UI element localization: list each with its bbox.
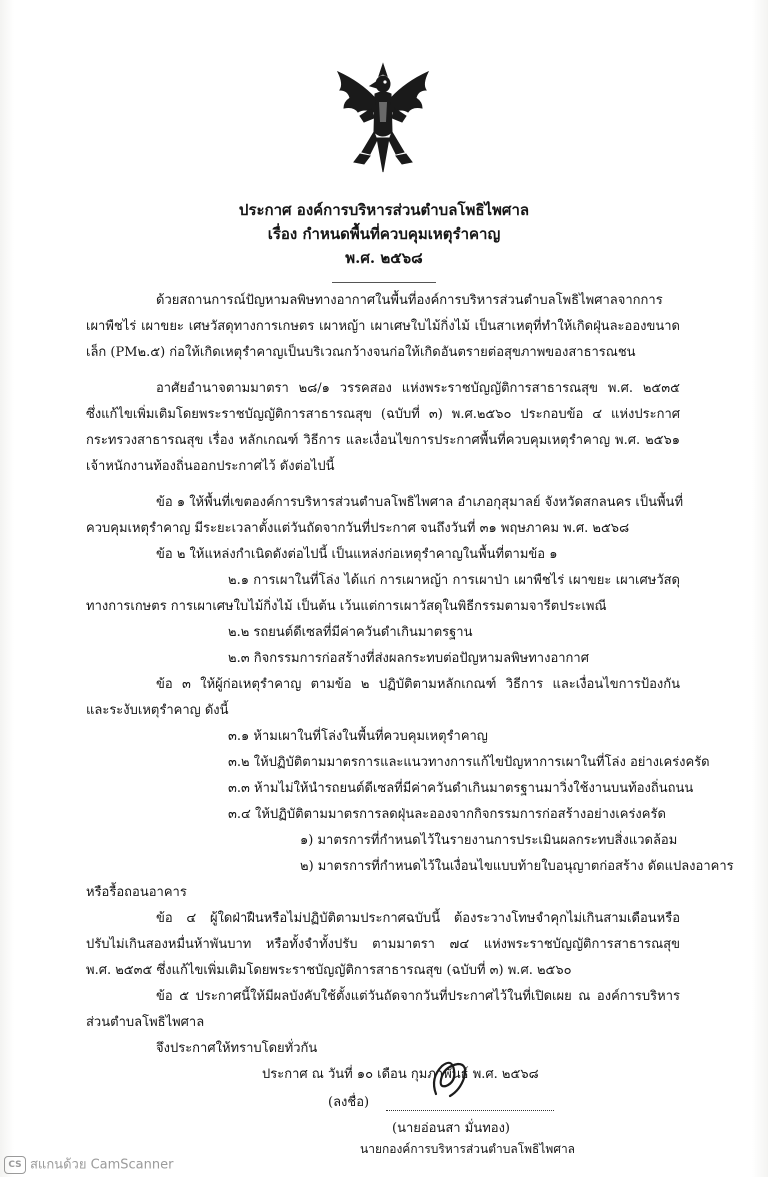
paragraph-2-line-3: กระทรวงสาธารณสุข เรื่อง หลักเกณฑ์ วิธีการ และเงื่อนไขการประกาศพื้นที่ควบคุมเหตุรำคาญ พ.ศ. ๒๕๖๑ bbox=[86, 433, 680, 448]
clause-4-line-3: พ.ศ. ๒๕๓๕ ซึ่งแก้ไขเพิ่มเติมโดยพระราชบัญญัติการสาธารณสุข (ฉบับที่ ๓) พ.ศ. ๒๕๖๐ bbox=[86, 963, 572, 978]
clause-2-2: ๒.๒ รถยนต์ดีเซลที่มีค่าควันดำเกินมาตรฐาน bbox=[228, 625, 473, 640]
announcement-year: พ.ศ. ๒๕๖๘ bbox=[345, 249, 423, 267]
clause-3-4: ๓.๔ ให้ปฏิบัติตามมาตรการลดฝุ่นละอองจากกิจกรรมการก่อสร้างอย่างเคร่งครัด bbox=[228, 807, 666, 822]
paragraph-2-line-2: ซึ่งแก้ไขเพิ่มเติมโดยพระราชบัญญัติการสาธารณสุข (ฉบับที่ ๓) พ.ศ.๒๕๖๐ ประกอบข้อ ๔ แห่งประกาศ bbox=[86, 407, 680, 422]
announcement-title: ประกาศ องค์การบริหารส่วนตำบลโพธิไพศาล bbox=[238, 201, 530, 219]
signer-position: นายกองค์การบริหารส่วนตำบลโพธิไพศาล bbox=[360, 1142, 576, 1156]
camscanner-text: สแกนด้วย CamScanner bbox=[30, 1157, 174, 1173]
clause-1-line-2: ควบคุมเหตุรำคาญ มีระยะเวลาตั้งแต่วันถัดจากวันที่ประกาศ จนถึงวันที่ ๓๑ พฤษภาคม พ.ศ. ๒๕๖๘ bbox=[86, 521, 630, 536]
paragraph-2-line-1: อาศัยอำนาจตามมาตรา ๒๘/๑ วรรคสอง แห่งพระราชบัญญัติการสาธารณสุข พ.ศ. ๒๕๓๕ bbox=[156, 381, 680, 396]
paragraph-1-line-1: ด้วยสถานการณ์ปัญหามลพิษทางอากาศในพื้นที่องค์การบริหารส่วนตำบลโพธิไพศาลจากการ bbox=[156, 293, 663, 308]
announcement-date: ประกาศ ณ วันที่ ๑๐ เดือน กุมภาพันธ์ พ.ศ. ๒๕๖๘ bbox=[262, 1067, 539, 1082]
clause-2-1-line-2: ทางการเกษตร การเผาเศษใบไม้กิ่งไม้ เป็นต้น เว้นแต่การเผาวัสดุในพิธีกรรมตามจารีตประเพณี bbox=[86, 599, 607, 614]
sign-label: (ลงชื่อ) bbox=[328, 1095, 370, 1110]
camscanner-watermark bbox=[4, 1156, 173, 1175]
clause-3-line-1: ข้อ ๓ ให้ผู้ก่อเหตุรำคาญ ตามข้อ ๒ ปฏิบัติตามหลักเกณฑ์ วิธีการ และเงื่อนไขการป้องกัน bbox=[156, 677, 680, 692]
clause-4-line-2: ปรับไม่เกินสองหมื่นห้าพันบาท หรือทั้งจำทั้งปรับ ตามมาตรา ๗๔ แห่งพระราชบัญญัติการสาธารณสุข bbox=[86, 937, 680, 952]
paragraph-2-line-4: เจ้าหนักงานท้องถิ่นออกประกาศไว้ ดังต่อไปนี้ bbox=[86, 459, 335, 474]
clause-3-4-item-1: ๑) มาตรการที่กำหนดไว้ในรายงานการประเมินผลกระทบสิ่งแวดล้อม bbox=[300, 833, 678, 848]
clause-2-3: ๒.๓ กิจกรรมการก่อสร้างที่ส่งผลกระทบต่อปัญหามลพิษทางอากาศ bbox=[228, 651, 589, 666]
handwritten-signature bbox=[424, 1056, 474, 1102]
announcement-subject: เรื่อง กำหนดพื้นที่ควบคุมเหตุรำคาญ bbox=[267, 225, 501, 243]
clause-3-4-item-2-line-1: ๒) มาตรการที่กำหนดไว้ในเงื่อนไขแบบท้ายใบอนุญาตก่อสร้าง ดัดแปลงอาคาร bbox=[300, 859, 734, 874]
clause-3-1: ๓.๑ ห้ามเผาในที่โล่งในพื้นที่ควบคุมเหตุรำคาญ bbox=[228, 729, 488, 744]
clause-3-2: ๓.๒ ให้ปฏิบัติตามมาตรการและแนวทางการแก้ไขปัญหาการเผาในที่โล่ง อย่างเคร่งครัด bbox=[228, 755, 710, 770]
garuda-emblem bbox=[330, 60, 436, 182]
clause-2-1-line-1: ๒.๑ การเผาในที่โล่ง ได้แก่ การเผาหญ้า การเผาป่า เผาพืชไร่ เผาขยะ เผาเศษวัสดุ bbox=[228, 573, 680, 588]
signature-line bbox=[386, 1110, 554, 1111]
clause-2: ข้อ ๒ ให้แหล่งกำเนิดดังต่อไปนี้ เป็นแหล่งก่อเหตุรำคาญในพื้นที่ตามข้อ ๑ bbox=[156, 547, 558, 562]
clause-1-line-1: ข้อ ๑ ให้พื้นที่เขตองค์การบริหารส่วนตำบลโพธิไพศาล อำเภอกุสุมาลย์ จังหวัดสกลนคร เป็นพื้นที่ bbox=[156, 495, 684, 510]
title-divider bbox=[332, 282, 436, 283]
closing-statement: จึงประกาศให้ทราบโดยทั่วกัน bbox=[156, 1041, 318, 1056]
camscanner-logo-icon: CS bbox=[4, 1156, 26, 1174]
clause-3-3: ๓.๓ ห้ามไม่ให้นำรถยนต์ดีเซลที่มีค่าควันดำเกินมาตรฐานมาวิ่งใช้งานบนท้องถิ่นถนน bbox=[228, 781, 694, 796]
signer-name: (นายอ่อนสา มั่นทอง) bbox=[392, 1121, 510, 1136]
clause-3-line-2: และระงับเหตุรำคาญ ดังนี้ bbox=[86, 703, 229, 718]
clause-3-4-item-2-line-2: หรือรื้อถอนอาคาร bbox=[86, 885, 187, 900]
clause-5-line-1: ข้อ ๕ ประกาศนี้ให้มีผลบังคับใช้ตั้งแต่วันถัดจากวันที่ประกาศไว้ในที่เปิดเผย ณ องค์การบริหาร bbox=[156, 989, 680, 1004]
clause-4-line-1: ข้อ ๔ ผู้ใดฝ่าฝืนหรือไม่ปฏิบัติตามประกาศฉบับนี้ ต้องระวางโทษจำคุกไม่เกินสามเดือนหรือ bbox=[156, 911, 680, 926]
clause-5-line-2: ส่วนตำบลโพธิไพศาล bbox=[86, 1015, 205, 1030]
paragraph-1-line-3: เล็ก (PM๒.๕) ก่อให้เกิดเหตุรำคาญเป็นบริเวณกว้างจนก่อให้เกิดอันตรายต่อสุขภาพของสาธารณชน bbox=[86, 345, 636, 360]
paragraph-1-line-2: เผาพืชไร่ เผาขยะ เศษวัสดุทางการเกษตร เผาหญ้า เผาเศษใบไม้กิ่งไม้ เป็นสาเหตุที่ทำให้เกิดฝุ่นละอองขนาด bbox=[86, 319, 680, 334]
